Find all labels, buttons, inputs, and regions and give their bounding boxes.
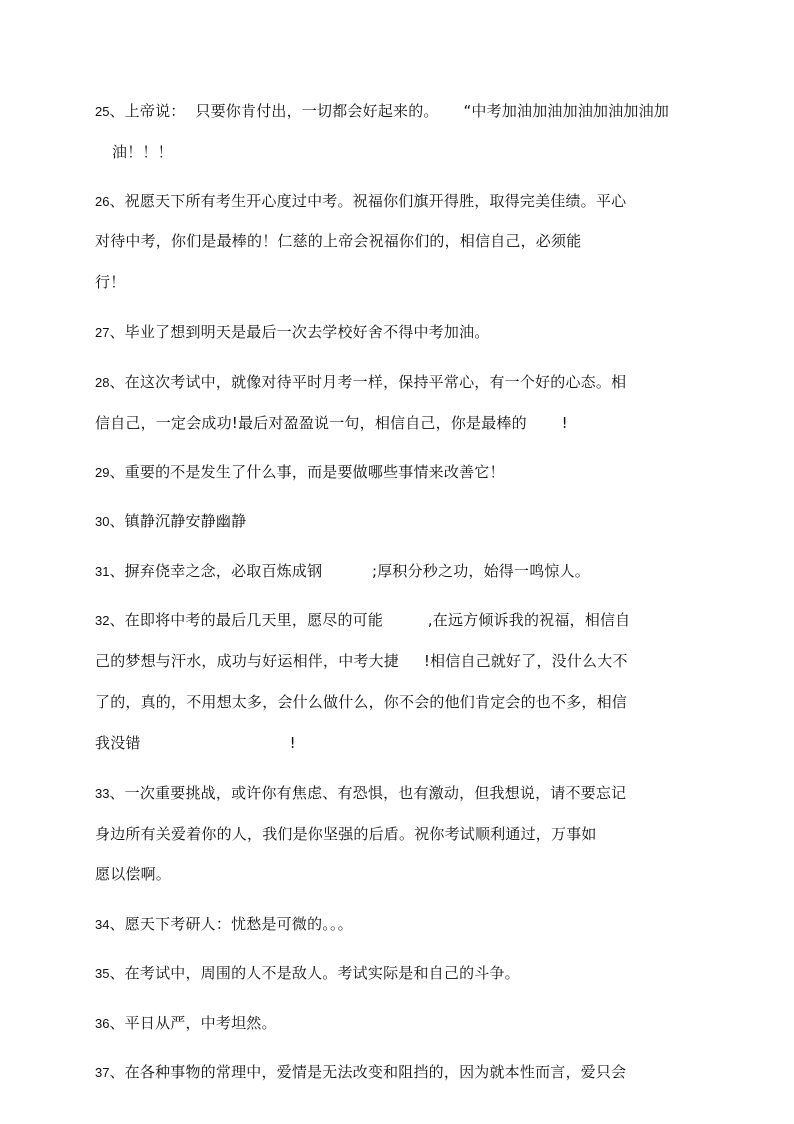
entry-text: 、重要的不是发生了什么事，而是要做哪些事情来改善它！ <box>109 463 505 481</box>
entry-text: 、平日从严，中考坦然。 <box>109 1014 277 1032</box>
entry-number: 36 <box>95 1016 110 1031</box>
entry-number: 25 <box>95 104 110 119</box>
entry-32-line-1 <box>95 610 630 631</box>
entry-26-line-2: 对待中考，你们是最棒的！仁慈的上帝会祝福你们的，相信自己，必须能 <box>95 232 582 250</box>
entry-text: 、毕业了想到明天是最后一次去学校好舍不得中考加油。 <box>109 323 490 341</box>
entry-28-line-1 <box>95 372 626 393</box>
entry-text: 、镇静沉静安静幽静 <box>109 512 247 530</box>
entry-text: 、上帝说： 只要你肯付出，一切都会好起来的。 “中考加油加油加油加油加油加 <box>109 102 670 120</box>
entry-33-line-3: 愿以偿啊。 <box>95 865 172 883</box>
entry-28-line-2: 信自己，一定会成功!最后对盈盈说一句，相信自己，你是最棒的 ! <box>95 414 568 432</box>
entry-number: 34 <box>95 917 110 932</box>
entry-30-line-1 <box>95 511 246 532</box>
entry-text: 、祝愿天下所有考生开心度过中考。祝福你们旗开得胜，取得完美佳绩。平心 <box>109 192 627 210</box>
entry-25-line-2: 油！！！ <box>112 143 173 161</box>
entry-text: 、摒弃侥幸之念，必取百炼成钢 ;厚积分秒之功，始得一鸣惊人。 <box>109 562 591 580</box>
entry-text: 、愿天下考研人：忧愁是可微的。。。 <box>109 915 353 933</box>
entry-text: 、一次重要挑战，或许你有焦虑、有恐惧，也有激动，但我想说，请不要忘记 <box>109 784 627 802</box>
entry-35-line-1 <box>95 963 520 984</box>
entry-25-line-1 <box>95 101 669 122</box>
entry-27-line-1 <box>95 322 489 343</box>
entry-number: 26 <box>95 194 110 209</box>
entry-32-line-2: 己的梦想与汗水，成功与好运相伴，中考大捷 !相信自己就好了，没什么大不 <box>95 652 628 670</box>
entry-26-line-1 <box>95 191 626 212</box>
entry-37-line-1 <box>95 1062 626 1083</box>
entry-number: 32 <box>95 613 110 628</box>
entry-32-line-3: 了的，真的，不用想太多，会什么做什么，你不会的他们肯定会的也不多，相信 <box>95 693 628 711</box>
entry-number: 33 <box>95 786 110 801</box>
entry-33-line-2: 身边所有关爱着你的人，我们是你坚强的后盾。祝你考试顺利通过，万事如 <box>95 825 597 843</box>
entry-text: 、在考试中，周围的人不是敌人。考试实际是和自己的斗争。 <box>109 964 520 982</box>
entry-text: 、在各种事物的常理中，爱情是无法改变和阻挡的，因为就本性而言，爱只会 <box>109 1063 627 1081</box>
entry-number: 27 <box>95 325 110 340</box>
entry-32-line-4: 我没错 ! <box>95 734 296 752</box>
entry-number: 37 <box>95 1065 110 1080</box>
entry-36-line-1 <box>95 1013 277 1034</box>
entry-number: 31 <box>95 564 110 579</box>
entry-number: 28 <box>95 375 110 390</box>
entry-number: 29 <box>95 465 110 480</box>
entry-number: 35 <box>95 966 110 981</box>
entry-26-line-3: 行！ <box>95 273 126 291</box>
entry-text: 、在即将中考的最后几天里，愿尽的可能 ,在远方倾诉我的祝福，相信自 <box>109 611 631 629</box>
entry-33-line-1 <box>95 783 626 804</box>
entry-29-line-1 <box>95 462 505 483</box>
entry-31-line-1 <box>95 561 590 582</box>
entry-text: 、在这次考试中，就像对待平时月考一样，保持平常心，有一个好的心态。相 <box>109 373 627 391</box>
entry-number: 30 <box>95 514 110 529</box>
entry-34-line-1 <box>95 914 353 935</box>
